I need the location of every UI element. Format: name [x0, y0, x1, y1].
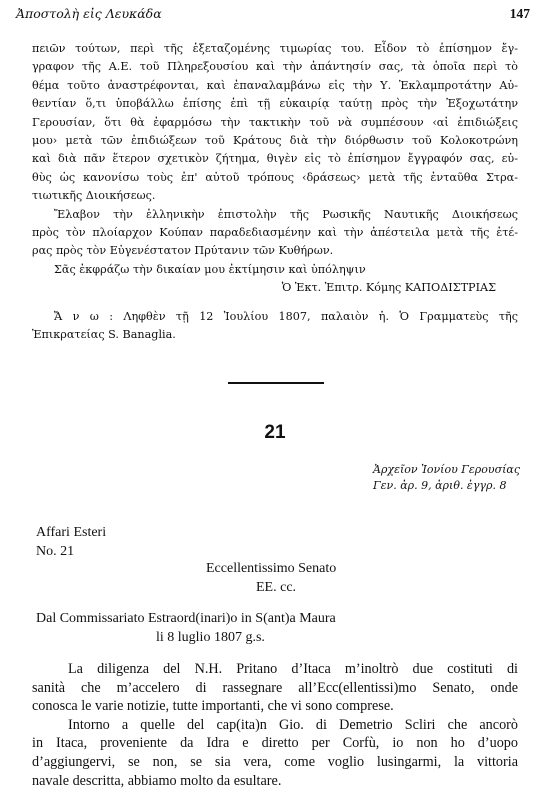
text-line: τιωτικῆς Διοικήσεως.	[32, 189, 156, 203]
source-line: Ἀρχεῖον Ἰονίου Γερουσίας	[373, 463, 520, 476]
source-line: Γεν. ἀρ. 9, ἀριθ. ἐγγρ. 8	[373, 479, 507, 492]
text-line: πρὸς τὸν πλοίαρχον Κούπαν παραδεδιασμένην καὶ τὴν ἀπέστειλα μετὰ τῆς ἑτέ-	[32, 226, 518, 240]
origin-line: li 8 luglio 1807 g.s.	[156, 629, 265, 645]
document-number: 21	[264, 422, 286, 443]
origin-block	[36, 610, 336, 647]
note-line: Ἄ ν ω : Ληφθὲν τῇ 12 Ἰουλίου 1807, παλαιὸν ἡ. Ὁ Γραμματεὺς τῆς	[54, 309, 518, 323]
text-line: Γερουσίαν, ὅτι θὰ ἐφαρμόσω τὴν τακτικὴν τοῦ νὰ συμπέσουν ‹αἱ ἐπιδιώξεις	[32, 115, 518, 129]
text-line: μου› μετὰ τῶν ἐπιδιώξεων τοῦ Κράτους διὰ τὴν διόρθωσιν τοῦ Κολοκοτρώνη	[32, 134, 518, 148]
greek-letter-text	[32, 40, 518, 345]
text-line: in Itaca, proveniente da Idra e diretto per Corfù, io non ho d’uopo	[32, 735, 518, 752]
text-line: γραφον τῆς Α.Ε. τοῦ Πληρεξουσίου καὶ τὴν ἀπάντησίν σας, τὰ ὁποῖα περὶ τὸ	[32, 60, 518, 74]
heading-line: Affari Esteri	[36, 525, 107, 540]
signature: Ὁ Ἐκτ. Ἐπιτρ. Κόμης ΚΑΠΟΔΙΣΤΡΙΑΣ	[281, 281, 496, 295]
text-line: sanità che m’accelero di rassegnare all’Ecc(ellentissi)mo Senato, onde	[32, 679, 518, 696]
salutation-line: Eccellentissimo Senato	[206, 561, 337, 576]
text-line: d’aggiungervi, se non, se sia vera, come voglio lusingarmi, la vittoria	[32, 753, 518, 770]
salutation-block	[206, 560, 336, 597]
running-header: Ἀποστολὴ εἰς Λευκάδα	[16, 6, 162, 21]
archive-source	[373, 462, 520, 494]
text-line: navale descritta, abbiamo molto da esultare.	[32, 772, 282, 789]
text-line: Intorno a quelle del cap(ita)n Gio. di Demetrio Scliri che ancorò	[68, 716, 518, 733]
origin-line: Dal Commissariato Estraord(inari)o in S(ant)a Maura	[36, 611, 336, 626]
text-line: La diligenza del N.H. Pritano d’Itaca m’inoltrò due costituti di	[68, 661, 518, 677]
note-line: Ἐπικρατείας S. Banaglia.	[32, 328, 176, 342]
heading-block	[36, 524, 106, 561]
heading-line: No. 21	[36, 543, 75, 559]
closing-line: Σᾶς ἐκφράζω τὴν δικαίαν μου ἐκτίμησιν καὶ ὑπόληψιν	[54, 262, 366, 276]
salutation-line: EE. cc.	[256, 579, 297, 595]
section-divider	[228, 382, 324, 384]
text-line: θὺς ὡς κανονίσω τοὺς ἐπ' αὐτοῦ τρόπους ‹δράσεως› μετὰ τῆς ἐνταῦθα Στρα-	[32, 170, 518, 184]
text-line: conosca le varie notizie, tutte importanti, che vi sono comprese.	[32, 698, 394, 715]
text-line: πειῶν τούτων, περὶ τῆς ἐξεταζομένης τιμωρίας του. Εἶδον τὸ ἐπίσημον ἔγ-	[32, 42, 518, 55]
text-line: Ἔλαβον τὴν ἑλληνικὴν ἐπιστολὴν τῆς Ρωσικῆς Ναυτικῆς Διοικήσεως	[54, 207, 518, 221]
text-line: θέμα τοῦτο ἀναστρέφονται, καὶ ἐπαναλαμβάνω εἰς τὴν Υ. Ἐκλαμπροτάτην Αὐ-	[32, 78, 518, 92]
text-line: καὶ διὰ πᾶν ἕτερον σχετικὸν ζήτημα, θιγὲν εἰς τὸ ἐπίσημον ἔγγραφόν σας, εὐ-	[32, 152, 518, 166]
text-line: ρας πρὸς τὸν Εὐγενέστατον Πρύτανιν τῶν Κυθήρων.	[32, 244, 334, 258]
italian-body-text	[32, 660, 518, 790]
text-line: θεντίαν ὅ,τι ὑποβάλλω ἐπίσης ἐπὶ τῇ εὐκαιρίᾳ ταύτῃ πρὸς τὴν Ἐξοχωτάτην	[32, 97, 518, 111]
page-number: 147	[509, 6, 530, 21]
